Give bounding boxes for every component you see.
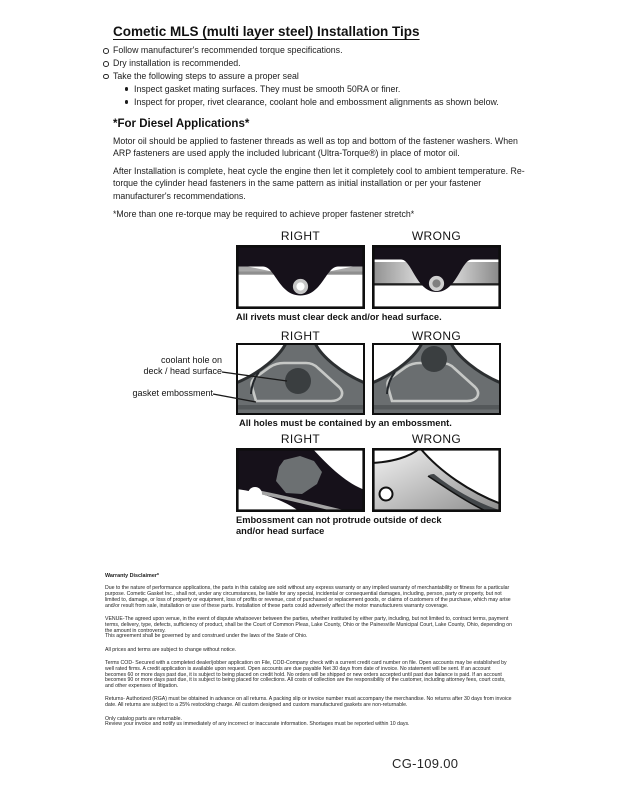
coolant-hole-label: coolant hole on deck / head surface bbox=[143, 355, 222, 376]
warranty-paragraph: All prices and terms are subject to change without notice. bbox=[105, 646, 237, 653]
sub-bullet-item bbox=[125, 83, 499, 96]
embossment-protrude-wrong-drawing bbox=[372, 448, 501, 512]
diagram1-right-panel bbox=[236, 245, 365, 309]
diagram3-wrong-panel bbox=[372, 448, 501, 512]
page-number: CG-109.00 bbox=[392, 756, 459, 771]
warranty-paragraph: Only catalog parts are returnable. bbox=[105, 715, 182, 722]
warranty-paragraph: VENUE-The agreed upon venue, in the event of dispute whatsoever between the parties, whether instituted by either party, including, but not limited to, contract terms, payment terms, delivery, type, defects, sufficiency of product, shall be the Court of Common Pleas, Lake County, Ohio or the Painesville Municipal Court, Lake County, Ohio, depending on the amount in controversy. bbox=[105, 615, 513, 634]
diesel-paragraph-2: After Installation is complete, heat cycle the engine then let it completely cool to ambient temperature. Re-torque the cylinder head fasteners in the same pattern as initial installation or per your fastener manufacturer's recommendations. bbox=[113, 166, 525, 201]
bullet-item bbox=[102, 57, 499, 70]
warranty-heading: Warranty Disclaimer* bbox=[105, 573, 160, 579]
diesel-note: *More than one re-torque may be required to achieve proper fastener stretch* bbox=[113, 209, 415, 219]
leader-lines bbox=[115, 340, 385, 425]
warranty-paragraph: Terms COD- Secured with a completed dealer/jobber application on File, COD-Company check with a current credit card number on file. Open accounts may be established by well rated firms. A credit application is available upon request. Open accounts are due payable Net 30 days from date of invoice. No statement will be sent. If an account becomes 60 or more days past due, it is subject to being placed on credit hold. No orders will be shipped or new orders accepted until past due balance is paid. If an account becomes 90 or more days past due, it is subject to being placed for collections. All costs of collection are the responsibility of the customer, including attorney fees, court costs, and other expenses of litigation. bbox=[105, 659, 507, 690]
diagram2-caption: All holes must be contained by an embossment. bbox=[239, 418, 452, 428]
warranty-paragraph: Due to the nature of performance applications, the parts in this catalog are sold without any express warranty or any implied warranty of merchantability or fitness for a particular purpose. Cometic Gasket Inc., shall not, under any circumstances, be liable for any special, incidental or consequential damages, including, person, party or property, but not limited to, damage, or loss of property or equipment, loss of profits or revenue, cost of purchased or replacement goods, or claims of customers of the purchase, which may arise and/or result from sale, installation or use of these parts. Installation of these parts could adversely affect the motor manufacturers warranty coverage. bbox=[105, 585, 511, 609]
warranty-paragraph: Review your invoice and notify us immediately of any incorrect or inaccurate information. Shortages must be reported within 10 days. bbox=[105, 721, 410, 728]
bullet-item bbox=[102, 44, 499, 57]
bullet-text: Follow manufacturer's recommended torque specifications. bbox=[113, 45, 343, 55]
sub-bullet-text: Inspect gasket mating surfaces. They must be smooth 50RA or finer. bbox=[134, 83, 401, 94]
open-bullet-icon bbox=[103, 74, 109, 80]
diagram3-wrong-label: WRONG bbox=[411, 432, 462, 446]
filled-bullet-icon bbox=[125, 100, 128, 103]
diagram2-right-label: RIGHT bbox=[280, 329, 321, 343]
diagram3-caption: Embossment can not protrude outside of deck and/or head surface bbox=[236, 515, 442, 536]
gasket-embossment-label: gasket embossment bbox=[132, 388, 213, 398]
warranty-paragraph: This agreement shall be governed by and construed under the laws of the State of Ohio. bbox=[105, 633, 308, 640]
rivet-clear-wrong-drawing bbox=[372, 245, 501, 309]
rivet-clear-right-drawing bbox=[236, 245, 365, 309]
diagram1-wrong-panel bbox=[372, 245, 501, 309]
open-bullet-icon bbox=[103, 61, 109, 67]
embossment-contained-wrong-drawing bbox=[372, 343, 501, 415]
diagram1-wrong-label: WRONG bbox=[411, 229, 462, 243]
diesel-heading: *For Diesel Applications* bbox=[113, 118, 250, 130]
diagram3-right-label: RIGHT bbox=[280, 432, 321, 446]
embossment-protrude-right-drawing bbox=[236, 448, 365, 512]
open-bullet-icon bbox=[103, 48, 109, 54]
sub-bullet-item bbox=[125, 96, 499, 109]
page-title: Cometic MLS (multi layer steel) Installation Tips bbox=[113, 24, 420, 39]
filled-bullet-icon bbox=[125, 87, 128, 90]
diagram1-caption: All rivets must clear deck and/or head surface. bbox=[236, 312, 442, 322]
bullet-text: Take the following steps to assure a proper seal bbox=[113, 70, 299, 81]
bullet-list bbox=[102, 44, 499, 109]
diagram2-wrong-label: WRONG bbox=[411, 329, 462, 343]
sub-bullet-list bbox=[125, 83, 499, 109]
diagram1-right-label: RIGHT bbox=[280, 229, 321, 243]
bullet-text: Dry installation is recommended. bbox=[113, 57, 241, 68]
sub-bullet-text: Inspect for proper, rivet clearance, coolant hole and embossment alignments as shown below. bbox=[134, 96, 499, 107]
warranty-disclaimer bbox=[105, 574, 513, 736]
diagram2-wrong-panel bbox=[372, 343, 501, 415]
diagram3-right-panel bbox=[236, 448, 365, 512]
bullet-item bbox=[102, 70, 499, 83]
diesel-paragraph-1: Motor oil should be applied to fastener threads as well as top and bottom of the fastener washers. When ARP fasteners are used apply the included lubricant (Ultra-Torque®) in place of motor oil. bbox=[113, 136, 518, 159]
warranty-paragraph: Returns- Authorized (RGA) must be obtained in advance on all returns. A packing slip or invoice number must accompany the merchandise. No returns after 30 days from invoice date. All returns are subject to a 25% restocking charge. All custom designed and custom manufactured gaskets are non-returnable. bbox=[105, 696, 512, 709]
